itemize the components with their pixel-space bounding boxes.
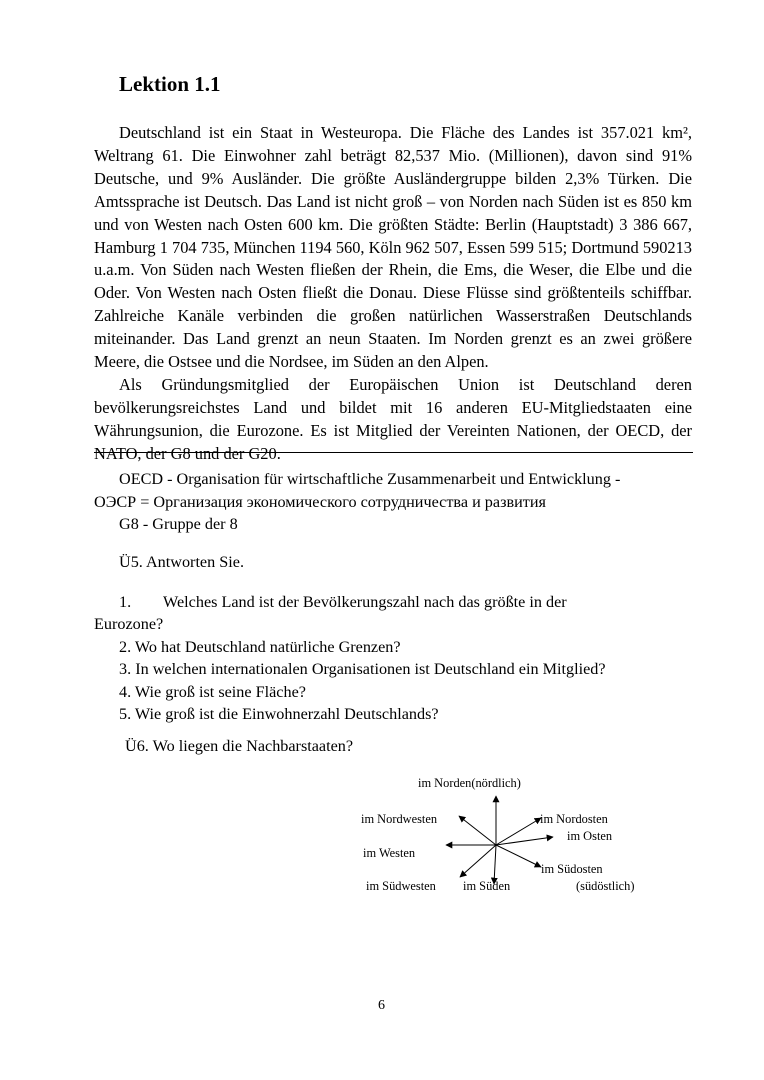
question-item: 3. In welchen internationalen Organisationen ist Deutschland ein Mitglied?: [119, 660, 606, 679]
glossary-notes: [94, 468, 694, 536]
compass-label-south: im Süden: [463, 879, 511, 893]
compass-label-northeast: im Nordosten: [540, 812, 608, 826]
question-item: 5. Wie groß ist die Einwohnerzahl Deutschlands?: [119, 705, 439, 724]
main-text: [94, 122, 692, 466]
arrow-northeast: [496, 818, 541, 845]
compass-label-southeast-adj: (südöstlich): [576, 879, 635, 893]
divider-line: [94, 452, 693, 453]
question-1-number: 1.: [119, 593, 132, 611]
compass-label-north: im Norden(nördlich): [418, 776, 521, 790]
exercise-5-questions: [94, 591, 694, 725]
question-1: [94, 591, 694, 613]
page-number: 6: [378, 998, 385, 1013]
exercise-6-heading: Ü6. Wo liegen die Nachbarstaaten?: [125, 737, 354, 755]
arrow-northwest: [459, 816, 496, 845]
compass-label-east: im Osten: [567, 829, 613, 843]
question-1-continuation: Eurozone?: [94, 615, 164, 634]
note-oecd-de: OECD - Organisation für wirtschaftliche Zusammenarbeit und Entwicklung -: [119, 470, 621, 488]
question-item: 4. Wie groß ist seine Fläche?: [119, 682, 306, 701]
paragraph: Deutschland ist ein Staat in Westeuropa. Die Fläche des Landes ist 357.021 km², Weltrang 61. Die Einwohner zahl beträgt 82,537 Mio. (Millionen), davon sind 91% Deutsche, und 9% Ausländer. Die größte Ausländergruppe bilden 2,3% Türken. Die Amtssprache ist Deutsch. Das Land ist nicht groß – von Norden nach Süden ist es 850 km und von Westen nach Osten 600 km. Die größten Städte: Berlin (Hauptstadt) 3 386 667, Hamburg 1 704 735, München 1194 560, Köln 962 507, Essen 599 515; Dortmund 590213 u.a.m. Von Süden nach Westen fließen der Rhein, die Ems, die Weser, die Elbe und die Oder. Von Westen nach Osten fließt die Donau. Diese Flüsse sind größtenteils schiffbar. Zahlreiche Kanäle verbinden die großen natürlichen Wasserstraßen Deutschlands miteinander. Das Land grenzt an neun Staaten. Im Norden grenzt es an zwei größere Meere, die Ostsee und die Nordsee, im Süden an den Alpen.: [94, 123, 692, 372]
arrow-east: [496, 837, 553, 845]
question-item: 2. Wo hat Deutschland natürliche Grenzen?: [119, 637, 401, 656]
compass-label-southeast: im Südosten: [541, 862, 603, 876]
compass-label-southwest: im Südwesten: [366, 879, 436, 893]
paragraph: Als Gründungsmitglied der Europäischen Union ist Deutschland deren bevölkerungsreichstes Land und bildet mit 16 anderen EU-Mitgliedstaaten eine Währungsunion, die Eurozone. Es ist Mitglied der Vereinten Nationen, der OECD, der NATO, der G8 und der G20.: [94, 374, 692, 463]
lesson-title: Lektion 1.1: [119, 72, 221, 96]
question-1-text: Welches Land ist der Bevölkerungszahl nach das größte in der: [163, 593, 567, 611]
compass-label-west: im Westen: [363, 846, 416, 860]
arrow-southwest: [460, 845, 496, 877]
arrow-southeast: [496, 845, 541, 867]
note-oecd-ru: ОЭСР = Организация экономического сотрудничества и развития: [94, 492, 546, 511]
compass-label-northwest: im Nordwesten: [361, 812, 438, 826]
note-g8: G8 - Gruppe der 8: [119, 515, 238, 533]
exercise-5-heading: Ü5. Antworten Sie.: [119, 553, 244, 571]
